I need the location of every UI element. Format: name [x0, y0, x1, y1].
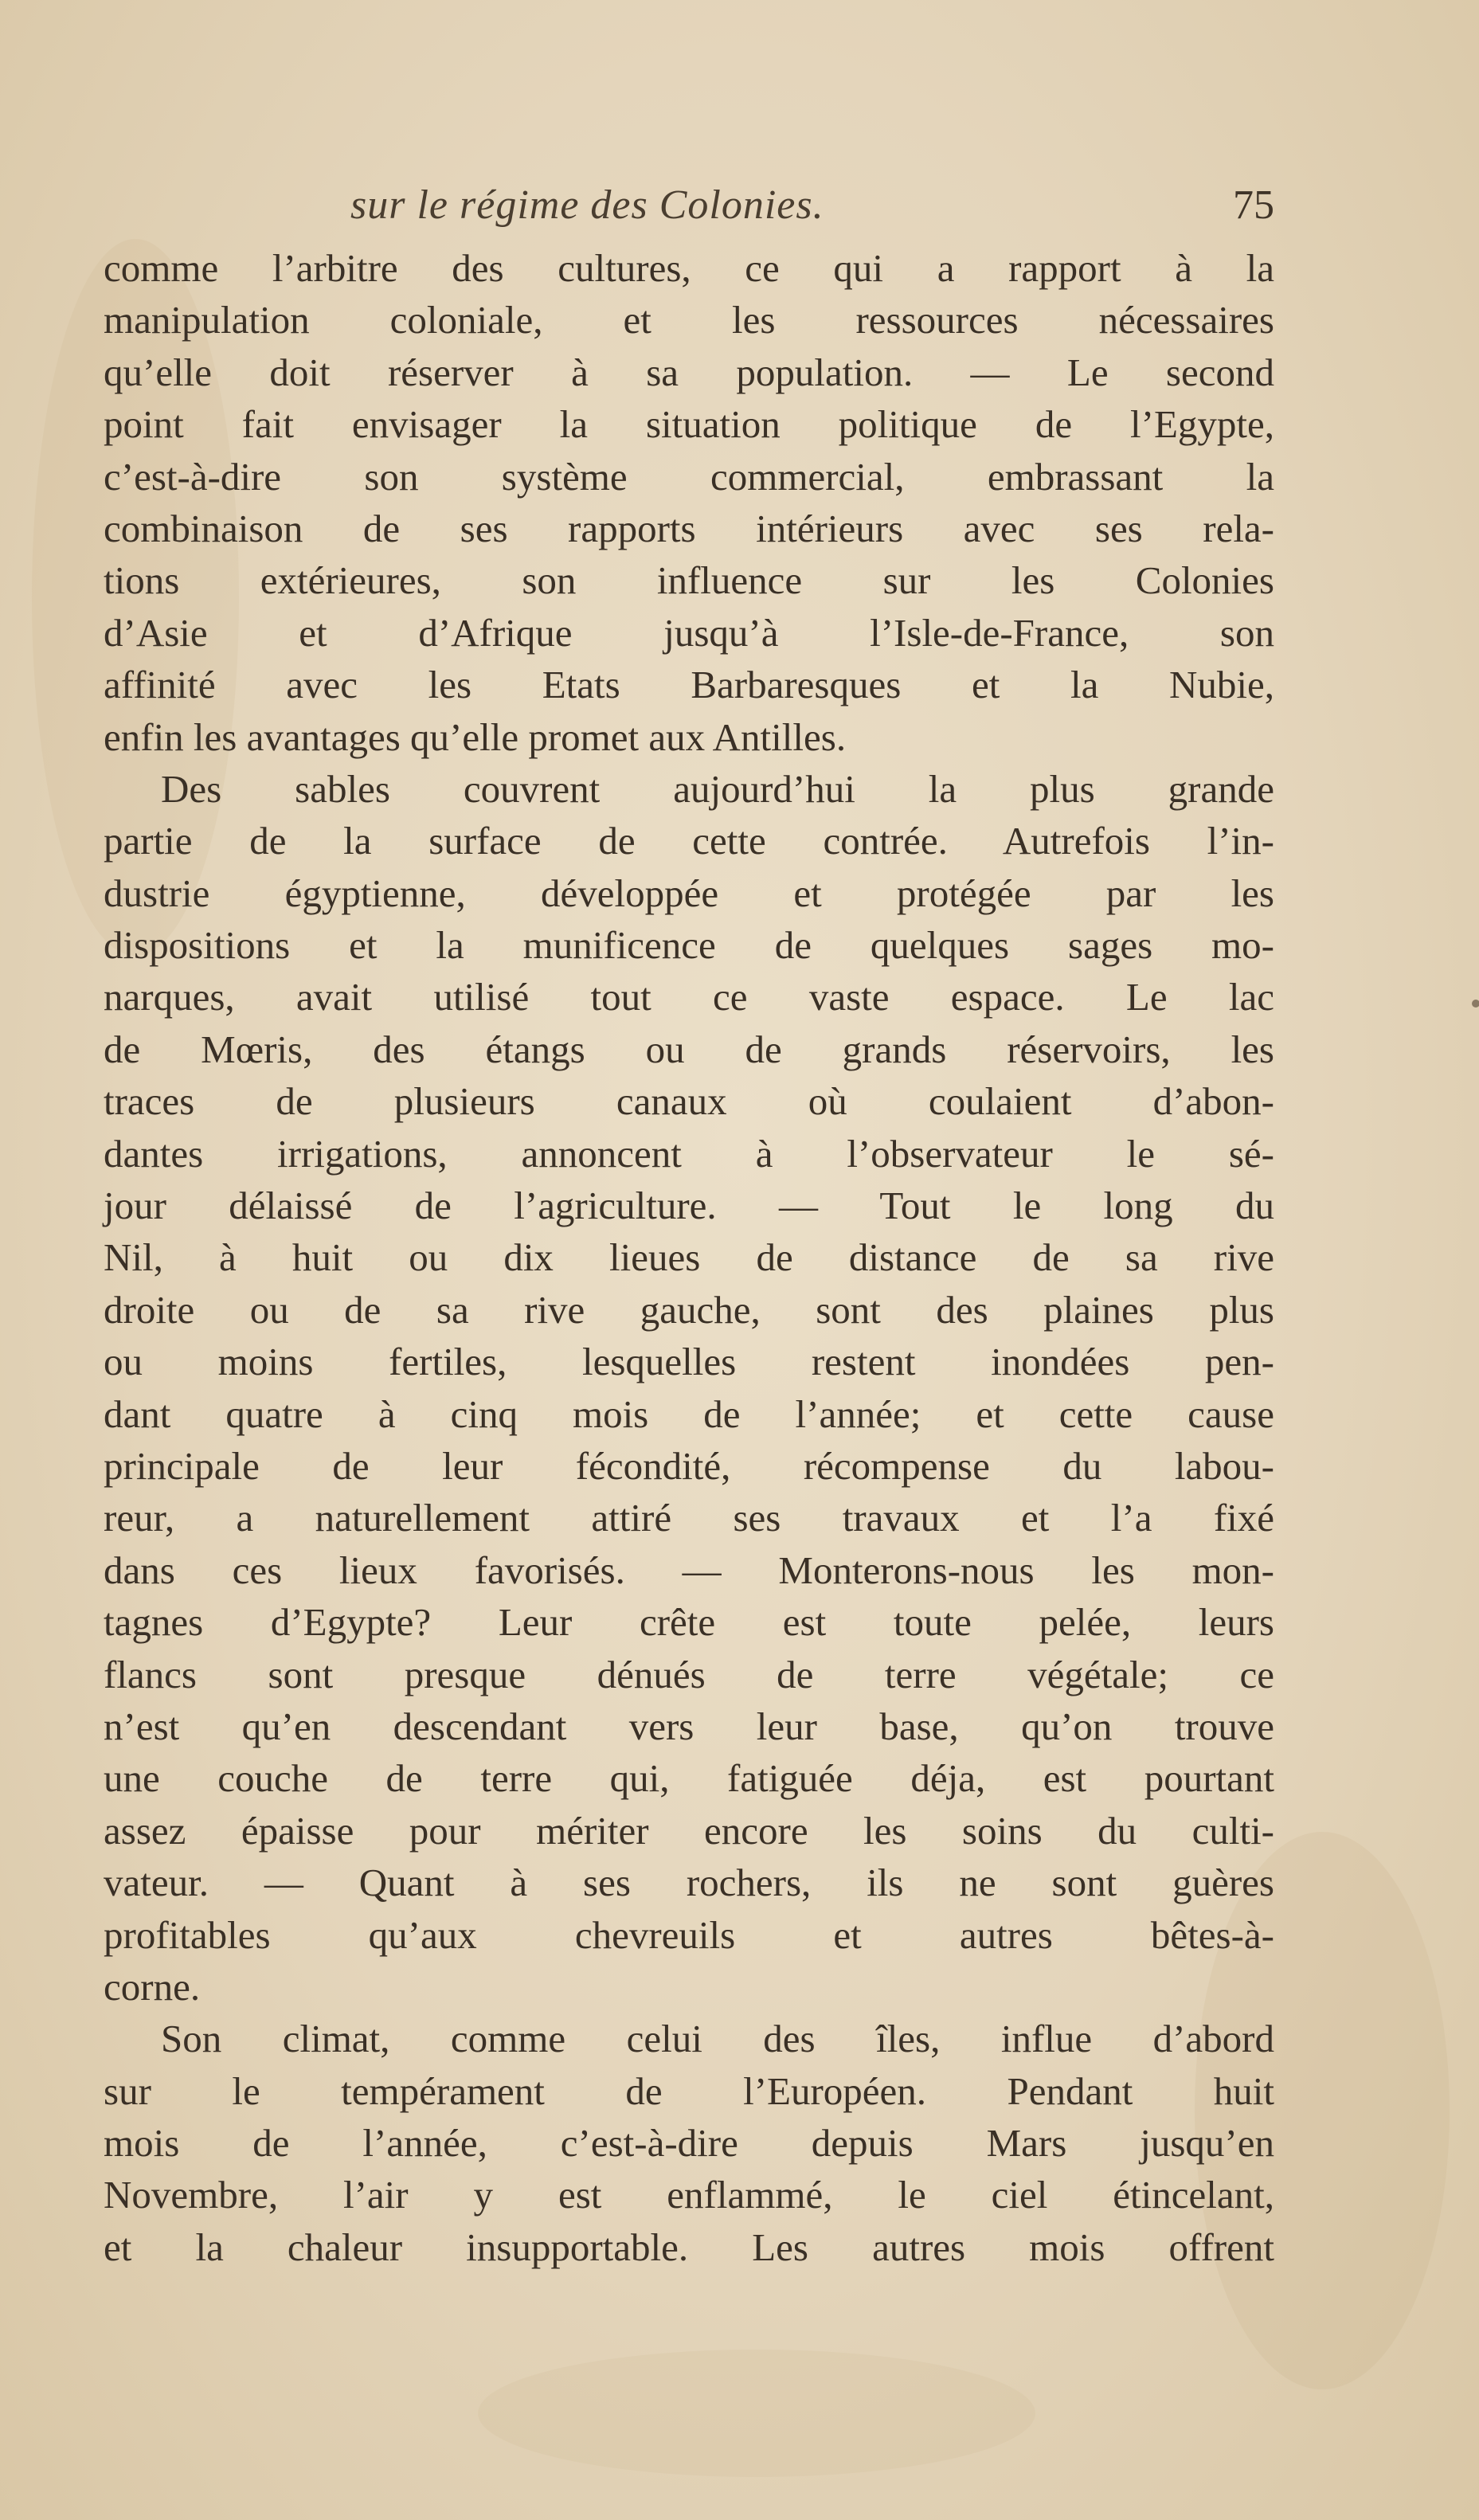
text-line: dustrie égyptienne, développée et protégée par les — [104, 871, 1274, 915]
paragraph-2 — [104, 763, 1274, 2013]
text-line: Novembre, l’air y est enflammé, le ciel étincelant, — [104, 2173, 1274, 2217]
text-line: reur, a naturellement attiré ses travaux et l’a fixé — [104, 1496, 1274, 1540]
paper-speck — [1472, 1000, 1479, 1008]
text-line: manipulation coloniale, et les ressources nécessaires — [104, 298, 1274, 342]
text-line: tagnes d’Egypte? Leur crête est toute pelée, leurs — [104, 1600, 1274, 1645]
text-line: Son climat, comme celui des îles, influe d’abord — [161, 2017, 1274, 2061]
text-line: dantes irrigations, annoncent à l’observateur le sé- — [104, 1131, 1274, 1176]
text-line: sur le tempérament de l’Européen. Pendant huit — [104, 2068, 1274, 2113]
text-line: enfin les avantages qu’elle promet aux Antilles. — [104, 714, 847, 759]
text-line: Nil, à huit ou dix lieues de distance de sa rive — [104, 1235, 1274, 1280]
paragraph-1 — [104, 242, 1274, 763]
text-line: assez épaisse pour mériter encore les soins du culti- — [104, 1808, 1274, 1853]
paragraph-3 — [104, 2013, 1274, 2273]
text-line: une couche de terre qui, fatiguée déja, est pourtant — [104, 1756, 1274, 1801]
text-block — [104, 182, 1274, 2273]
text-line: point fait envisager la situation politique de l’Egypte, — [104, 402, 1274, 447]
running-head: sur le régime des Colonies. — [350, 182, 824, 228]
paper-stain — [478, 2350, 1035, 2477]
text-line: dant quatre à cinq mois de l’année; et cette cause — [104, 1391, 1274, 1436]
text-line: dispositions et la munificence de quelques sages mo- — [104, 923, 1274, 968]
text-line: ou moins fertiles, lesquelles restent inondées pen- — [104, 1340, 1274, 1384]
text-line: n’est qu’en descendant vers leur base, qu’on trouve — [104, 1704, 1274, 1748]
text-line: partie de la surface de cette contrée. Autrefois l’in- — [104, 819, 1274, 863]
text-line: mois de l’année, c’est-à-dire depuis Mars jusqu’en — [104, 2121, 1274, 2166]
text-line: narques, avait utilisé tout ce vaste espace. Le lac — [104, 975, 1274, 1019]
text-line: corne. — [104, 1964, 201, 2009]
text-line: affinité avec les Etats Barbaresques et la Nubie, — [104, 663, 1274, 707]
text-line: principale de leur fécondité, récompense du labou- — [104, 1443, 1274, 1488]
text-line: comme l’arbitre des cultures, ce qui a rapport à la — [104, 246, 1274, 290]
text-line: et la chaleur insupportable. Les autres mois offrent — [104, 2225, 1274, 2269]
text-line: flancs sont presque dénués de terre végétale; ce — [104, 1652, 1274, 1696]
text-line: profitables qu’aux chevreuils et autres bêtes-à- — [104, 1912, 1274, 1957]
text-line: jour délaissé de l’agriculture. — Tout le long du — [104, 1184, 1274, 1228]
text-line: traces de plusieurs canaux où coulaient d’abon- — [104, 1079, 1274, 1124]
text-line: c’est-à-dire son système commercial, embrassant la — [104, 454, 1274, 499]
page-number: 75 — [1233, 182, 1274, 228]
text-line: vateur. — Quant à ses rochers, ils ne sont guères — [104, 1861, 1274, 1905]
text-line: combinaison de ses rapports intérieurs avec ses rela- — [104, 506, 1274, 550]
text-line: droite ou de sa rive gauche, sont des plaines plus — [104, 1287, 1274, 1332]
text-line: dans ces lieux favorisés. — Monterons-nous les mon- — [104, 1548, 1274, 1592]
text-line: tions extérieures, son influence sur les Colonies — [104, 558, 1274, 603]
text-line: d’Asie et d’Afrique jusqu’à l’Isle-de-France, son — [104, 610, 1274, 655]
text-line: qu’elle doit réserver à sa population. — Le second — [104, 350, 1274, 394]
text-line: Des sables couvrent aujourd’hui la plus grande — [161, 766, 1274, 811]
page-header — [104, 182, 1274, 237]
text-line: de Mœris, des étangs ou de grands réservoirs, les — [104, 1027, 1274, 1071]
